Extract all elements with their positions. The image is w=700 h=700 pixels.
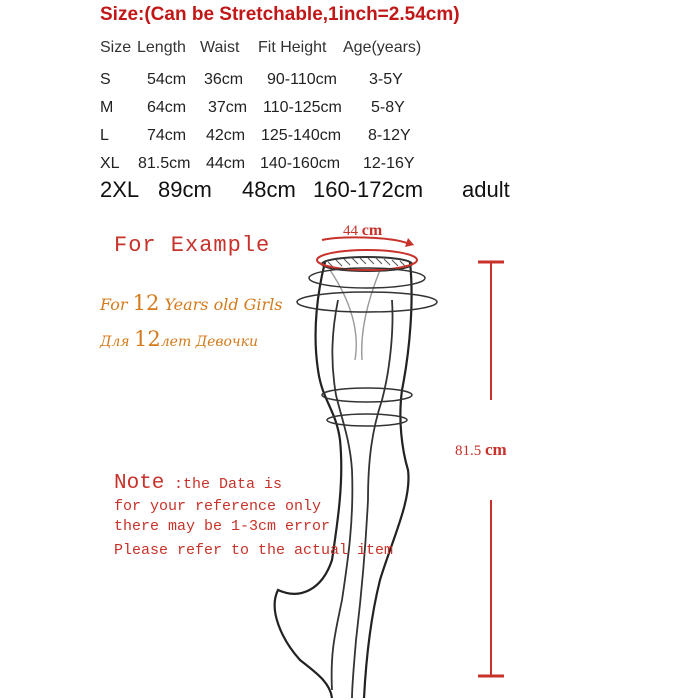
russian-age-number: 12 [134,327,161,351]
note-line-3: there may be 1-3cm error [114,518,331,535]
row-2xl-waist: 48cm [242,177,296,202]
row-l-height: 125-140cm [261,127,342,144]
russian-age-prefix: Для [100,334,130,350]
header-length: Length [137,39,186,56]
english-age-prefix: For [100,295,128,314]
row-xl-length: 81.5cm [138,155,191,172]
row-xl-age: 12-16Y [363,155,415,172]
header-size: Size [100,39,132,56]
size-chart-title: Size:(Can be Stretchable,1inch=2.54cm) [100,4,460,25]
row-xl-waist: 44cm [206,155,246,172]
row-xl-height: 140-160cm [260,155,341,172]
thigh-ring-2 [327,414,407,426]
row-l-size: L [100,127,109,144]
left-leg-outline [275,262,342,698]
row-2xl-age: adult [462,177,510,202]
row-s-age: 3-5Y [369,71,403,88]
english-age-number: 12 [132,291,160,315]
row-s-length: 54cm [147,71,187,88]
row-m-waist: 37cm [208,99,248,116]
english-age-note [100,291,283,315]
row-m-age: 5-8Y [371,99,405,116]
row-l-age: 8-12Y [368,127,411,144]
note-text-1: :the Data is [174,476,283,493]
hip-shading [330,270,380,360]
length-measurement-unit: cm [485,440,507,459]
example-label: For Example [114,233,271,258]
row-xl-size: XL [100,155,120,172]
english-age-suffix: Years old Girls [164,295,283,314]
row-s-height: 90-110cm [267,71,337,88]
length-measurement [455,440,507,460]
right-leg-outline [364,262,412,698]
row-m-height: 110-125cm [263,99,342,116]
row-s-waist: 36cm [204,71,244,88]
header-fit-height: Fit Height [258,39,327,56]
header-age: Age(years) [343,39,422,56]
row-2xl-length: 89cm [158,177,212,202]
row-2xl-size: 2XL [100,177,140,202]
note-line-2: for your reference only [114,498,322,515]
right-leg-inner [352,300,393,698]
note-line-1 [114,472,282,495]
russian-age-note [100,327,258,351]
row-s-size: S [100,71,111,88]
waist-measurement-value: 44 [343,223,358,239]
note-line-4: Please refer to the actual item [114,542,394,559]
waist-measurement [343,222,382,240]
row-2xl-height: 160-172cm [313,177,424,202]
waistband-gathers [328,258,406,268]
left-leg-inner [332,300,353,690]
russian-age-suffix: лет Девочки [160,334,259,350]
waist-measurement-unit: cm [361,222,383,239]
row-m-length: 64cm [147,99,187,116]
row-l-length: 74cm [147,127,187,144]
note-label: Note [114,472,165,495]
row-l-waist: 42cm [206,127,246,144]
row-m-size: M [100,99,114,116]
length-measurement-value: 81.5 [455,443,482,459]
header-waist: Waist [200,39,240,56]
